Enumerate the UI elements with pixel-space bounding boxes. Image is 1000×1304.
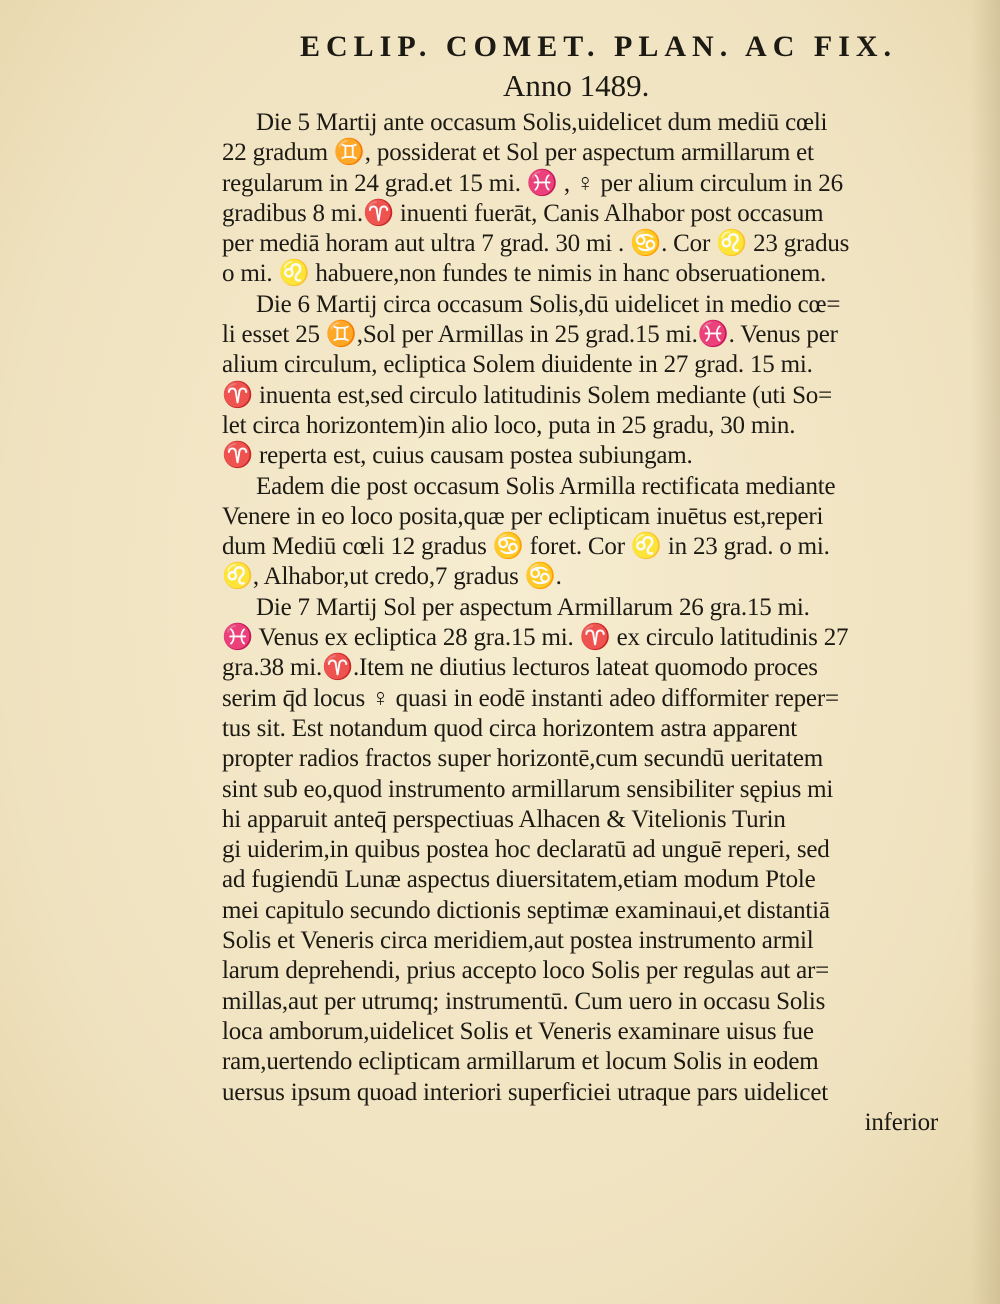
text-line: alium circulum, ecliptica Solem diuidente in 27 grad. 15 mi. <box>222 351 813 379</box>
text-block <box>222 108 952 1138</box>
text-line: gi uiderim,in quibus postea hoc declaratū ad unguē reperi, sed <box>222 836 830 864</box>
text-line: 22 gradum ♊, possiderat et Sol per aspectum armillarum et <box>222 139 814 167</box>
text-line: ♈ inuenta est,sed circulo latitudinis Solem mediante (uti So= <box>222 381 833 409</box>
text-line: serim q̄d locus ♀ quasi in eodē instanti adeo difformiter reper= <box>222 684 839 712</box>
text-line: Die 7 Martij Sol per aspectum Armillarum 26 gra.15 mi. <box>256 593 810 621</box>
text-line: per mediā horam aut ultra 7 grad. 30 mi . ♋. Cor ♌ 23 gradus <box>222 230 850 258</box>
year-heading: Anno 1489. <box>503 68 650 103</box>
text-line: ♈ reperta est, cuius causam postea subiungam. <box>222 442 693 470</box>
text-line: Eadem die post occasum Solis Armilla rectificata mediante <box>256 472 836 500</box>
text-line: ♓ Venus ex ecliptica 28 gra.15 mi. ♈ ex circulo latitudinis 27 <box>222 624 849 652</box>
text-line: millas,aut per utrumq; instrumentū. Cum uero in occasu Solis <box>222 987 826 1015</box>
text-line: Venere in eo loco posita,quæ per eclipticam inuētus est,reperi <box>222 502 824 530</box>
text-line: tus sit. Est notandum quod circa horizontem astra apparent <box>222 714 798 742</box>
text-line: regularum in 24 grad.et 15 mi. ♓ , ♀ per alium circulum in 26 <box>222 169 843 197</box>
text-line: dum Mediū cœli 12 gradus ♋ foret. Cor ♌ in 23 grad. o mi. <box>222 533 830 561</box>
text-line: hi apparuit anteq̄ perspectiuas Alhacen & Vitelionis Turin <box>222 805 786 833</box>
page-edge-shadow <box>970 0 1000 1304</box>
text-line: ram,uertendo eclipticam armillarum et locum Solis in eodem <box>222 1048 819 1076</box>
running-head: ECLIP. COMET. PLAN. AC FIX. <box>300 30 898 63</box>
text-line: Die 5 Martij ante occasum Solis,uidelicet dum mediū cœli <box>256 109 828 136</box>
text-line: li esset 25 ♊,Sol per Armillas in 25 grad.15 mi.♓. Venus per <box>222 321 838 349</box>
text-line: mei capitulo secundo dictionis septimæ examinaui,et distantiā <box>222 896 830 924</box>
text-line: let circa horizontem)in alio loco, puta in 25 gradu, 30 min. <box>222 411 796 439</box>
text-line: ♌, Alhabor,ut credo,7 gradus ♋. <box>222 563 562 591</box>
text-line: larum deprehendi, prius accepto loco Solis per regulas aut ar= <box>222 957 830 985</box>
text-line: uersus ipsum quoad interiori superficiei utraque pars uidelicet <box>222 1078 828 1106</box>
text-line: sint sub eo,quod instrumento armillarum sensibiliter sępius mi <box>222 775 834 803</box>
text-line: loca amborum,uidelicet Solis et Veneris examinare uisus fue <box>222 1017 814 1045</box>
catchword: inferior <box>864 1108 938 1136</box>
text-line: gradibus 8 mi.♈ inuenti fuerāt, Canis Alhabor post occasum <box>222 199 824 227</box>
text-line: Solis et Veneris circa meridiem,aut postea instrumento armil <box>222 927 814 955</box>
text-line: gra.38 mi.♈.Item ne diutius lecturos lateat quomodo proces <box>222 654 818 682</box>
text-line: o mi. ♌ habuere,non fundes te nimis in hanc obseruationem. <box>222 260 827 288</box>
text-line: Die 6 Martij circa occasum Solis,dū uidelicet in medio cœ= <box>256 290 841 318</box>
text-line: propter radios fractos super horizontē,cum secundū ueritatem <box>222 745 823 773</box>
text-line: ad fugiendū Lunæ aspectus diuersitatem,etiam modum Ptole <box>222 866 816 894</box>
